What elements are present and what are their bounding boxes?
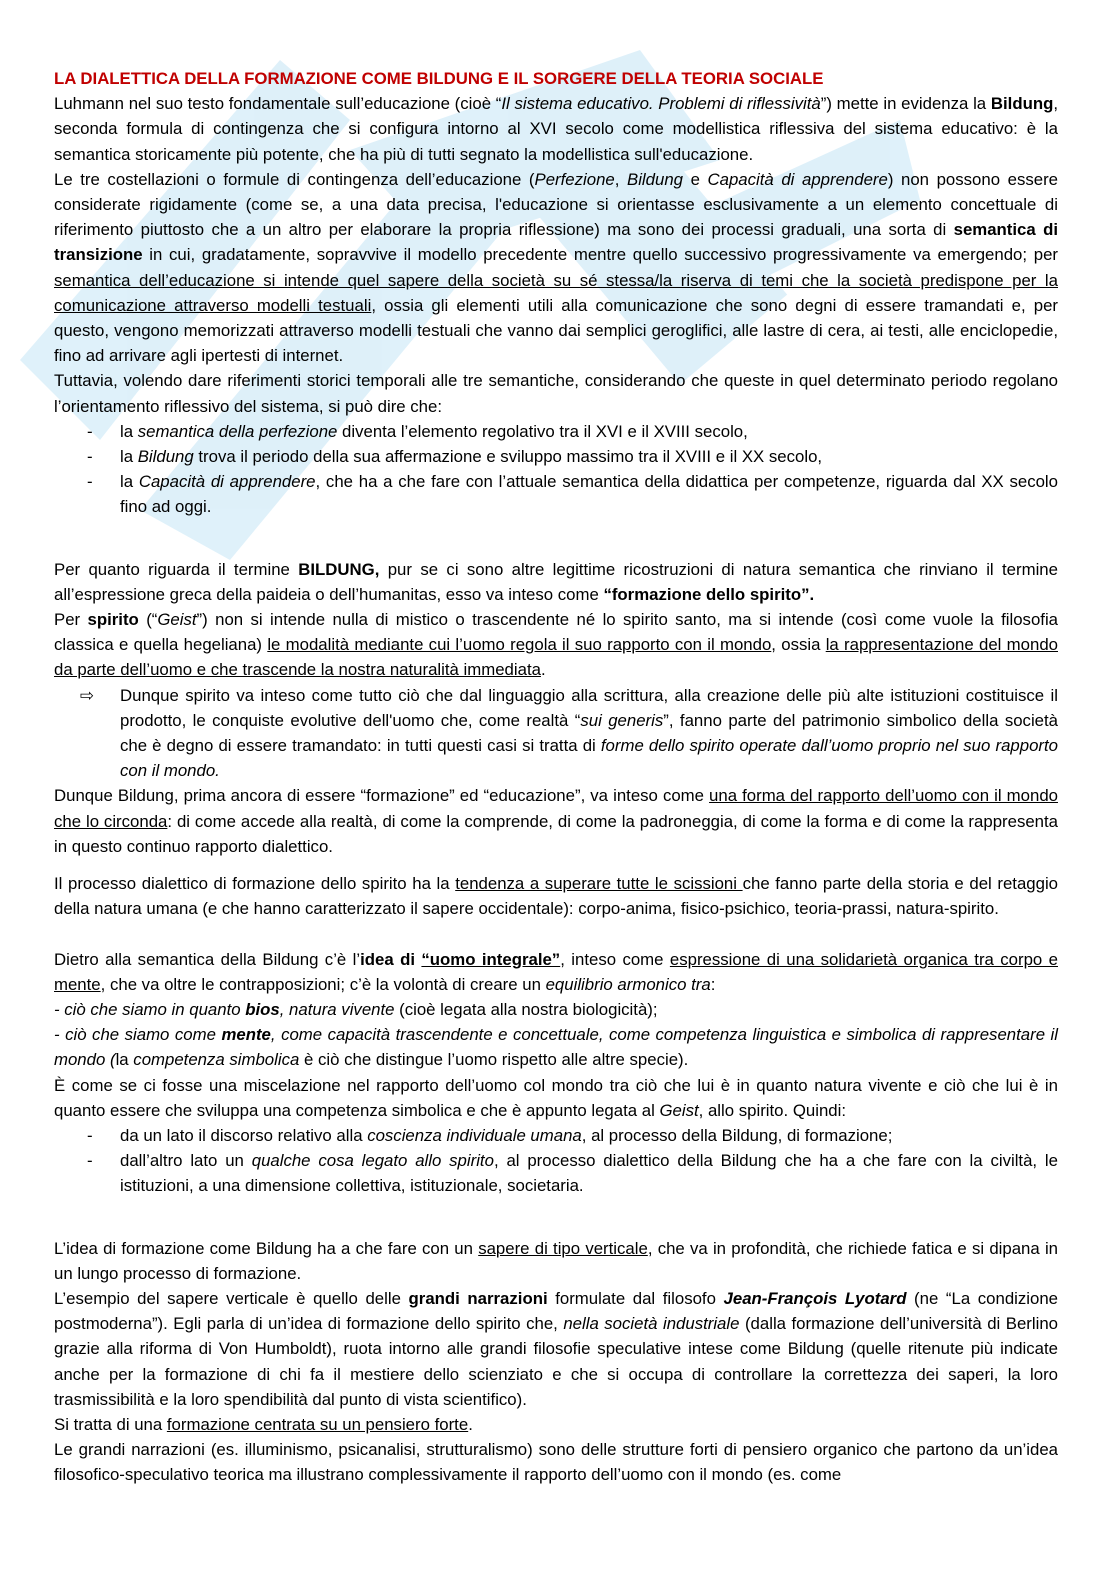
paragraph-uomo-integrale: Dietro alla semantica della Bildung c’è l’idea di “uomo integrale”, inteso come espressione di una solidarietà organica tra corpo e mente, che va oltre le contrapposizioni; c’è la volontà di creare un equilibrio armonico tra: — [54, 949, 1058, 994]
arrow-right-icon: ⇨ — [80, 685, 95, 705]
list-item: - dall’altro lato un qualche cosa legato allo spirito, al processo dialettico della Bildung che ha a che fare con la civiltà, le istituzioni, a una dimensione collettiva, istituzionale, societaria. — [87, 1151, 1058, 1196]
list-item: - la Capacità di apprendere, che ha a che fare con l’attuale semantica della didattica per competenze, riguarda dal XX secolo fino ad oggi. — [87, 472, 1058, 517]
paragraph-sapere-verticale: L’idea di formazione come Bildung ha a che fare con un sapere di tipo verticale, che va in profondità, che richiede fatica e si dipana in un lungo processo di formazione. — [54, 1238, 1058, 1283]
list-lati — [54, 1123, 1058, 1199]
arrow-list — [54, 683, 1058, 784]
list-item: - da un lato il discorso relativo alla coscienza individuale umana, al processo della Bildung, di formazione; — [87, 1125, 893, 1145]
paragraph-processo: Il processo dialettico di formazione dello spirito ha la tendenza a superare tutte le scissioni che fanno parte della storia e del retaggio della natura umana (e che hanno caratterizzato il sapere occidentale): corpo-anima, fisico-psichico, teoria-prassi, natura-spirito. — [54, 874, 1058, 919]
document-title: LA DIALETTICA DELLA FORMAZIONE COME BILDUNG E IL SORGERE DELLA TEORIA SOCIALE — [54, 69, 824, 88]
paragraph-lyotard: L’esempio del sapere verticale è quello delle grandi narrazioni formulate dal filosofo Jean-François Lyotard (ne “La condizione postmoderna”). Egli parla di un’idea di formazione dello spirito che, nella società industriale (dalla formazione dell’università di Berlino grazie alla riforma di Von Humboldt), ruota intorno alle grandi filosofie speculative intese come Bildung (quelle ritenute più indicate anche per la formazione di chi fa il mestiere dello scienziato e che si occupa di controllare la correttezza dei saperi, la loro trasmissibilità e la loro spendibilità dal punto di vista scientifico). — [54, 1288, 1058, 1409]
paragraph-pensiero-forte: Si tratta di una formazione centrata su un pensiero forte. — [54, 1414, 473, 1434]
paragraph-costellazioni: Le tre costellazioni o formule di contingenza dell’educazione (Perfezione, Bildung e Capacità di apprendere) non possono essere considerate rigidamente (come se, a una data precisa, l'educazione si orientasse esclusivamente a un elemento concettuale di riferimento piuttosto che a un altro per elaborare la propria riflessione) ma sono dei processi graduali, una sorta di semantica di transizione in cui, gradatamente, sopravvive il modello precedente mentre quello successivo progressivamente va emergendo; per semantica dell’educazione si intende quel sapere della società su sé stessa/la riserva di temi che la società predispone per la comunicazione attraverso modelli testuali, ossia gli elementi utili alla comunicazione che sono degni di essere tramandati e, per questo, vengono memorizzati attraverso modelli testuali che vanno dai semplici geroglifici, alle lastre di cera, ai testi, alle enciclopedie, fino ad arrivare agli ipertesti di internet. — [54, 169, 1059, 366]
list-item: - la Bildung trova il periodo della sua affermazione e sviluppo massimo tra il XVIII e il XX secolo, — [87, 447, 823, 467]
paragraph-dunque: Dunque Bildung, prima ancora di essere “formazione” ed “educazione”, va inteso come una forma del rapporto dell’uomo con il mondo che lo circonda: di come accede alla realtà, di come la comprende, di come la padroneggia, di come la forma e di come la rappresenta in questo continuo rapporto dialettico. — [54, 786, 1058, 856]
paragraph-grandi-narrazioni: Le grandi narrazioni (es. illuminismo, psicanalisi, strutturalismo) sono delle strutture forti di pensiero organico che partono da un’idea filosofico-speculativo teorica ma illustrano complessivamente il rapporto dell’uomo con il mondo (es. come — [54, 1440, 1058, 1485]
paragraph-bios: - ciò che siamo in quanto bios, natura vivente (cioè legata alla nostra biologicità); — [54, 999, 658, 1019]
paragraph-spirito: Per spirito (“Geist”) non si intende nulla di mistico o trascendente né lo spirito santo, ma si intende (così come vuole la filosofia classica e quella hegeliana) le modalità mediante cui l’uomo regola il suo rapporto con il mondo, ossia la rappresentazione del mondo da parte dell’uomo e che trascende la nostra naturalità immediata. — [54, 610, 1059, 680]
paragraph-bildung: Per quanto riguarda il termine BILDUNG, pur se ci sono altre legittime ricostruzioni di natura semantica che rinviano il termine all’espressione greca della paideia o dell’humanitas, esso va inteso come “formazione dello spirito”. — [54, 559, 1058, 604]
list-item: - la semantica della perfezione diventa l’elemento regolativo tra il XVI e il XVIII secolo, — [87, 421, 748, 441]
paragraph-miscelazione: È come se ci fosse una miscelazione nel rapporto dell’uomo col mondo tra ciò che lui è in quanto natura vivente e ciò che lui è in quanto essere che sviluppa una competenza simbolica e che è appunto legata al Geist, allo spirito. Quindi: — [54, 1075, 1058, 1120]
document-body — [54, 66, 1058, 1488]
paragraph-tuttavia: Tuttavia, volendo dare riferimenti storici temporali alle tre semantiche, considerando che queste in quel determinato periodo regolano l’orientamento riflessivo del sistema, si può dire che: — [54, 371, 1058, 416]
list-item: ⇨ Dunque spirito va inteso come tutto ciò che dal linguaggio alla scrittura, alla creazione delle più alte istituzioni costituisce il prodotto, le conquiste evolutive dell'uomo che, come realtà “sui generis”, fanno parte del patrimonio simbolico della società che è degno di essere tramandato: in tutti questi casi si tratta di forme dello spirito operate dall’uomo proprio nel suo rapporto con il mondo. — [54, 683, 1058, 784]
list-semantiche — [54, 419, 1058, 520]
paragraph-mente: - ciò che siamo come mente, come capacità trascendente e concettuale, come competenza linguistica e simbolica di rappresentare il mondo (la competenza simbolica è ciò che distingue l’uomo rispetto alle altre specie). — [54, 1025, 1058, 1070]
paragraph-luhmann: Luhmann nel suo testo fondamentale sull’educazione (cioè “Il sistema educativo. Problemi di riflessività”) mette in evidenza la Bildung, seconda formula di contingenza che si configura intorno al XVI secolo come modellistica riflessiva del sistema educativo: è la semantica storicamente più potente, che ha più di tutti segnato la modellistica sull'educazione. — [54, 94, 1058, 164]
